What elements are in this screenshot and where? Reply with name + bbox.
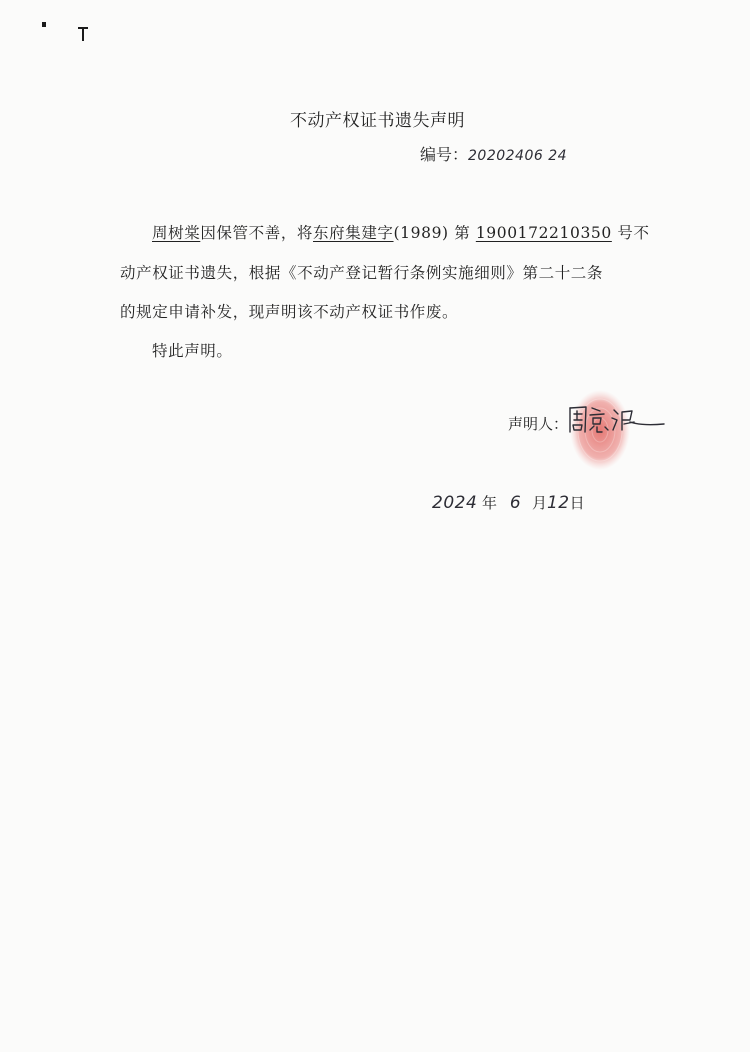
paragraph-line-3: 的规定申请补发，现声明该不动产权证书作废。 <box>120 303 459 321</box>
date-year: 2024 <box>432 493 478 513</box>
closing-statement: 特此声明。 <box>152 342 233 360</box>
text-segment: (1989) 第 <box>393 224 476 242</box>
date-month: 6 <box>509 493 522 513</box>
serial-label: 编号： <box>420 145 469 164</box>
scan-speck <box>82 27 84 41</box>
scan-speck <box>42 22 46 27</box>
serial-value: 20202406 24 <box>468 148 568 164</box>
date-day-suffix: 日 <box>569 494 585 512</box>
paragraph-line-2: 动产权证书遗失，根据《不动产登记暂行条例实施细则》第二十二条 <box>120 264 604 282</box>
serial-number <box>420 142 567 165</box>
text-segment: 号不 <box>611 224 650 242</box>
date-year-suffix: 年 <box>482 494 498 512</box>
certificate-number: 1900172210350 <box>475 224 612 242</box>
text-segment: 因保管不善，将 <box>200 224 314 242</box>
declarant-label: 声明人： <box>508 415 569 433</box>
handwritten-signature-icon <box>566 402 666 438</box>
date-day: 12 <box>546 493 570 513</box>
owner-name: 周树棠 <box>152 224 201 242</box>
document-title: 不动产权证书遗失声明 <box>290 111 465 131</box>
scan-speck <box>78 27 88 29</box>
date-month-suffix: 月 <box>531 494 547 512</box>
paragraph-line-1 <box>152 221 650 243</box>
declaration-date <box>432 492 585 513</box>
certificate-label: 东府集建字 <box>313 224 394 242</box>
